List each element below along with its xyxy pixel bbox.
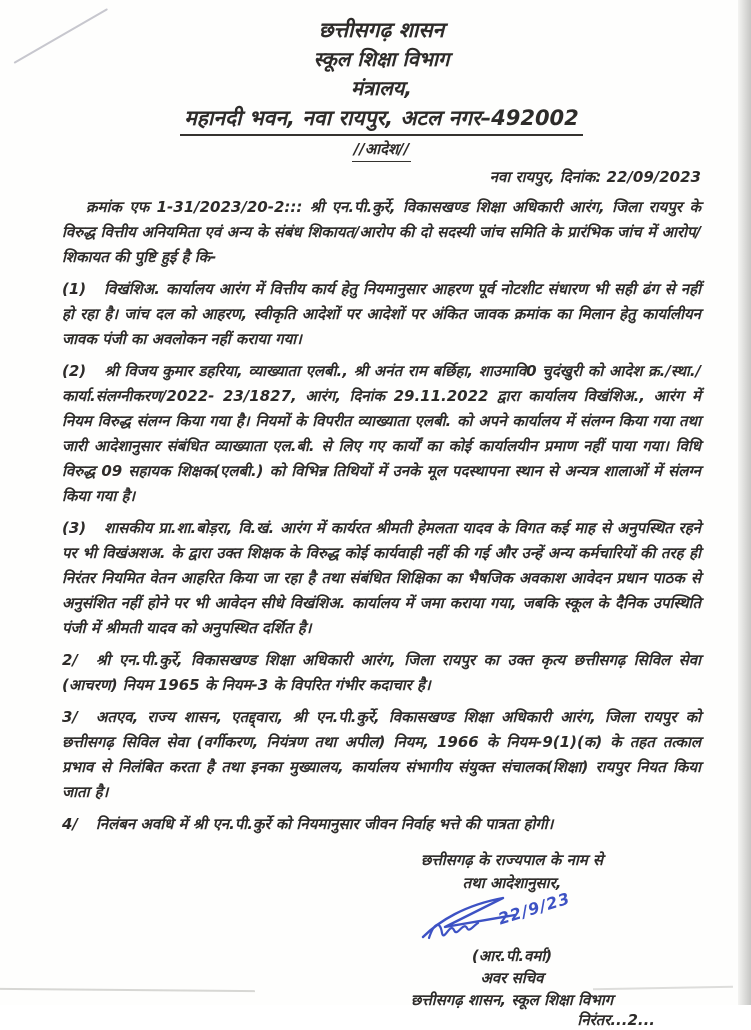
paragraph-number: (2) — [62, 362, 87, 380]
signatory-name: (आर.पी.वर्मा) — [471, 947, 553, 965]
paragraph-number: 2/ — [62, 651, 78, 669]
paragraph-clause-2 — [62, 648, 701, 698]
paragraph-number: 3/ — [62, 708, 78, 726]
signatory-department: छत्तीसगढ़ शासन, स्कूल शिक्षा विभाग — [410, 991, 614, 1009]
paragraph-text: श्री एन.पी.कुर्रे, विकासखण्ड शिक्षा अधिकारी आरंग, जिला रायपुर का उक्त कृत्य छत्तीसगढ़ सिविल सेवा (आचरण) नियम 1965 के नियम-3 के विपरित गंभीर कदाचार है। — [62, 651, 701, 694]
signoff-block — [347, 849, 677, 1012]
handwritten-date: 22/9/23 — [495, 888, 573, 929]
continuation-note: निरंतर...2... — [577, 1011, 655, 1029]
letterhead — [62, 16, 701, 162]
paragraph-text: विखंशिअ. कार्यालय आरंग में वित्तीय कार्य हेतु नियमानुसार आहरण पूर्व नोटशीट संधारण भी सही ढंग से नहीं हो रहा है। जांच दल को आहरण, स्वीकृति आदेशों पर आदेशों पर अंकित जावक क्रमांक का मिलान हेतु कार्यालीयन जावक पंजी का अवलोकन नहीं कराया गया। — [62, 280, 701, 348]
paragraph-text: शासकीय प्रा.शा.बोड़रा, वि.खं. आरंग में कार्यरत श्रीमती हेमलता यादव के विगत कई माह से अनुपस्थित रहने पर भी विखंअशअ. के द्वारा उक्त शिक्षक के विरुद्ध कोई कार्यवाही नहीं की गई और उन्हें अन्य कर्मचारियों की तरह ही निरंतर नियमित वेतन आहरित किया जा रहा है तथा संबंधित शिक्षिका का भैषजिक अवकाश आवेदन प्रधान पाठक से अनुसंशित नहीं होने पर भी आवेदन सीधे विखंशिअ. कार्यालय में जमा कराया गया, जबकि स्कूल के दैनिक उपस्थिति पंजी में श्रीमती यादव को अनुपस्थित दर्शित है। — [62, 519, 701, 637]
paragraph-intro — [62, 195, 701, 270]
paragraph-number: (1) — [62, 280, 87, 298]
signatory-designation: अवर सचिव — [480, 969, 544, 987]
paragraph-number: (3) — [62, 519, 87, 537]
paragraph-finding-1 — [62, 277, 701, 352]
department-name: स्कूल शिक्षा विभाग — [313, 47, 450, 71]
address-line-wrap — [62, 103, 701, 136]
government-name: छत्तीसगढ़ शासन — [318, 18, 445, 42]
paragraph-text: निलंबन अवधि में श्री एन.पी.कुर्रे को नियमानुसार जीवन निर्वाह भत्ते की पात्रता होगी। — [95, 815, 554, 833]
order-heading-wrap — [62, 138, 701, 162]
paragraph-clause-3 — [62, 705, 701, 805]
ministry-line: मंत्रालय, — [351, 76, 412, 100]
order-heading: //आदेश// — [352, 139, 411, 162]
paragraph-finding-3 — [62, 516, 701, 641]
paragraph-number: 4/ — [62, 815, 78, 833]
place-and-date: नवा रायपुर, दिनांक: 22/09/2023 — [489, 168, 701, 186]
paragraph-finding-2 — [62, 359, 701, 509]
authority-line-1: छत्तीसगढ़ के राज्यपाल के नाम से — [420, 851, 604, 869]
authority-line-2: तथा आदेशानुसार, — [462, 874, 562, 892]
paragraph-text: अतएव, राज्य शासन, एतद्द्वारा, श्री एन.पी.कुर्रे, विकासखण्ड शिक्षा अधिकारी आरंग, जिला रायपुर को छत्तीसगढ़ सिविल सेवा (वर्गीकरण, नियंत्रण तथा अपील) नियम, 1966 के नियम-9(1)(क) के तहत तत्काल प्रभाव से निलंबित करता है तथा इनका मुख्यालय, कार्यालय संभागीय संयुक्त संचालक(शिक्षा) रायपुर नियत किया जाता है। — [62, 708, 701, 801]
address-line: महानदी भवन, नवा रायपुर, अटल नगर–492002 — [180, 103, 583, 136]
paragraph-text: श्री विजय कुमार डहरिया, व्याख्याता एलबी., श्री अनंत राम बर्छिहा, शाउमावि0 चुदंखुरी को आदेश क्र./स्था./कार्या.संलग्नीकरण/2022- 23/1827, आरंग, दिनांक 29.11.2022 द्वारा कार्यालय विखंशिअ., आरंग में नियम विरुद्ध संलग्न किया गया है। नियमों के विपरीत व्याख्याता एलबी. को अपने कार्यालय में संलग्न किया गया तथा जारी आदेशानुसार संबंधित व्याख्याता एल.बी. से लिए गए कार्यों का कोई कार्यालयीन प्रमाण नहीं पाया गया। विधि विरुद्ध 09 सहायक शिक्षक(एलबी.) को विभिन्न तिथियों में उनके मूल पदस्थापना स्थान से अन्यत्र शालाओं में संलग्न किया गया है। — [62, 362, 701, 505]
paragraph-text: क्रमांक एफ 1-31/2023/20-2::: श्री एन.पी.कुर्रे, विकासखण्ड शिक्षा अधिकारी आरंग, जिला रायपुर के विरुद्ध वित्तीय अनियमिता एवं अन्य के संबंध शिकायत/आरोप की दो सदस्यी जांच समिति के प्रारंभिक जांच में आरोप/शिकायत की पुष्टि हुई है कि- — [62, 198, 701, 266]
paragraph-clause-4 — [62, 812, 701, 837]
signature-area — [347, 888, 677, 945]
